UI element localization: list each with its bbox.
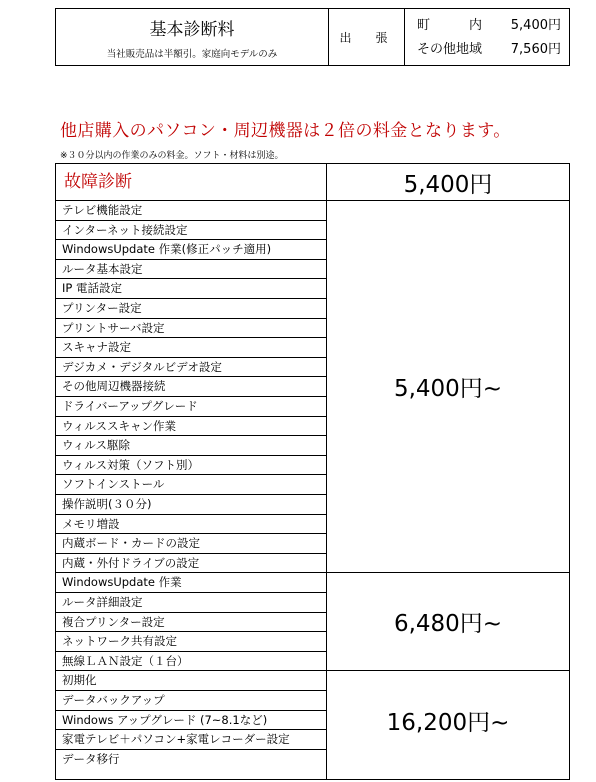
price-table	[55, 163, 570, 780]
service-item: ルータ基本設定	[56, 260, 326, 280]
service-item: 内蔵・外付ドライブの設定	[56, 554, 326, 574]
service-item: ウィルス駆除	[56, 436, 326, 456]
dispatch-cell	[329, 9, 405, 65]
service-item: プリンター設定	[56, 299, 326, 319]
dispatch-rates-cell	[405, 9, 569, 65]
service-column	[56, 164, 327, 779]
group-standard-price: 5,400円~	[327, 201, 569, 573]
service-item: メモリ増設	[56, 515, 326, 535]
service-item: スキャナ設定	[56, 338, 326, 358]
service-item: 無線ＬＡＮ設定（１台）	[56, 652, 326, 672]
service-item: ルータ詳細設定	[56, 593, 326, 613]
basic-fee-note: 当社販売品は半額引。家庭向モデルのみ	[106, 49, 278, 60]
service-item: ドライバーアップグレード	[56, 397, 326, 417]
diagnosis-label: 故障診断	[56, 164, 326, 201]
service-item: ネットワーク共有設定	[56, 632, 326, 652]
service-item: ソフトインストール	[56, 475, 326, 495]
service-item: 家電テレビ＋パソコン+家電レコーダー設定	[56, 730, 326, 750]
rate-price-town: 5,400円	[510, 18, 561, 33]
service-item: 複合プリンター設定	[56, 613, 326, 633]
rate-area-other: その他地域	[417, 42, 483, 57]
double-fee-notice: 他店購入のパソコン・周辺機器は２倍の料金となります。	[60, 121, 511, 141]
service-item: ウィルス対策（ソフト別）	[56, 456, 326, 476]
dispatch-label: 出 張	[339, 31, 394, 45]
service-item: WindowsUpdate 作業(修正パッチ適用)	[56, 240, 326, 260]
service-item: データ移行	[62, 751, 120, 766]
service-item: インターネット接続設定	[56, 221, 326, 241]
basic-fee-title: 基本診断料	[149, 20, 235, 40]
service-item: IP 電話設定	[56, 279, 326, 299]
rate-area-town: 町 内	[417, 18, 483, 33]
service-item: データバックアップ	[56, 691, 326, 711]
service-item: 初期化	[56, 671, 326, 691]
rate-price-other: 7,560円	[510, 42, 561, 57]
service-item: 内蔵ボード・カードの設定	[56, 534, 326, 554]
basic-fee-header	[55, 8, 570, 66]
group-premium-price: 16,200円~	[386, 709, 510, 736]
service-item: デジカメ・デジタルビデオ設定	[56, 358, 326, 378]
service-item: Windows アップグレード (7~8.1など)	[56, 711, 326, 731]
basic-fee-cell	[56, 9, 329, 65]
group-advanced-price: 6,480円~	[327, 573, 569, 671]
fee-subnote: ※３０分以内の作業のみの料金。ソフト・材料は別途。	[60, 151, 284, 161]
service-item: ウィルススキャン作業	[56, 417, 326, 437]
service-item: テレビ機能設定	[56, 201, 326, 221]
service-item: プリントサーバ設定	[56, 319, 326, 339]
diagnosis-price: 5,400円	[327, 164, 569, 201]
service-item: その他周辺機器接続	[56, 377, 326, 397]
service-item: 操作説明(３０分)	[56, 495, 326, 515]
service-item: WindowsUpdate 作業	[56, 573, 326, 593]
